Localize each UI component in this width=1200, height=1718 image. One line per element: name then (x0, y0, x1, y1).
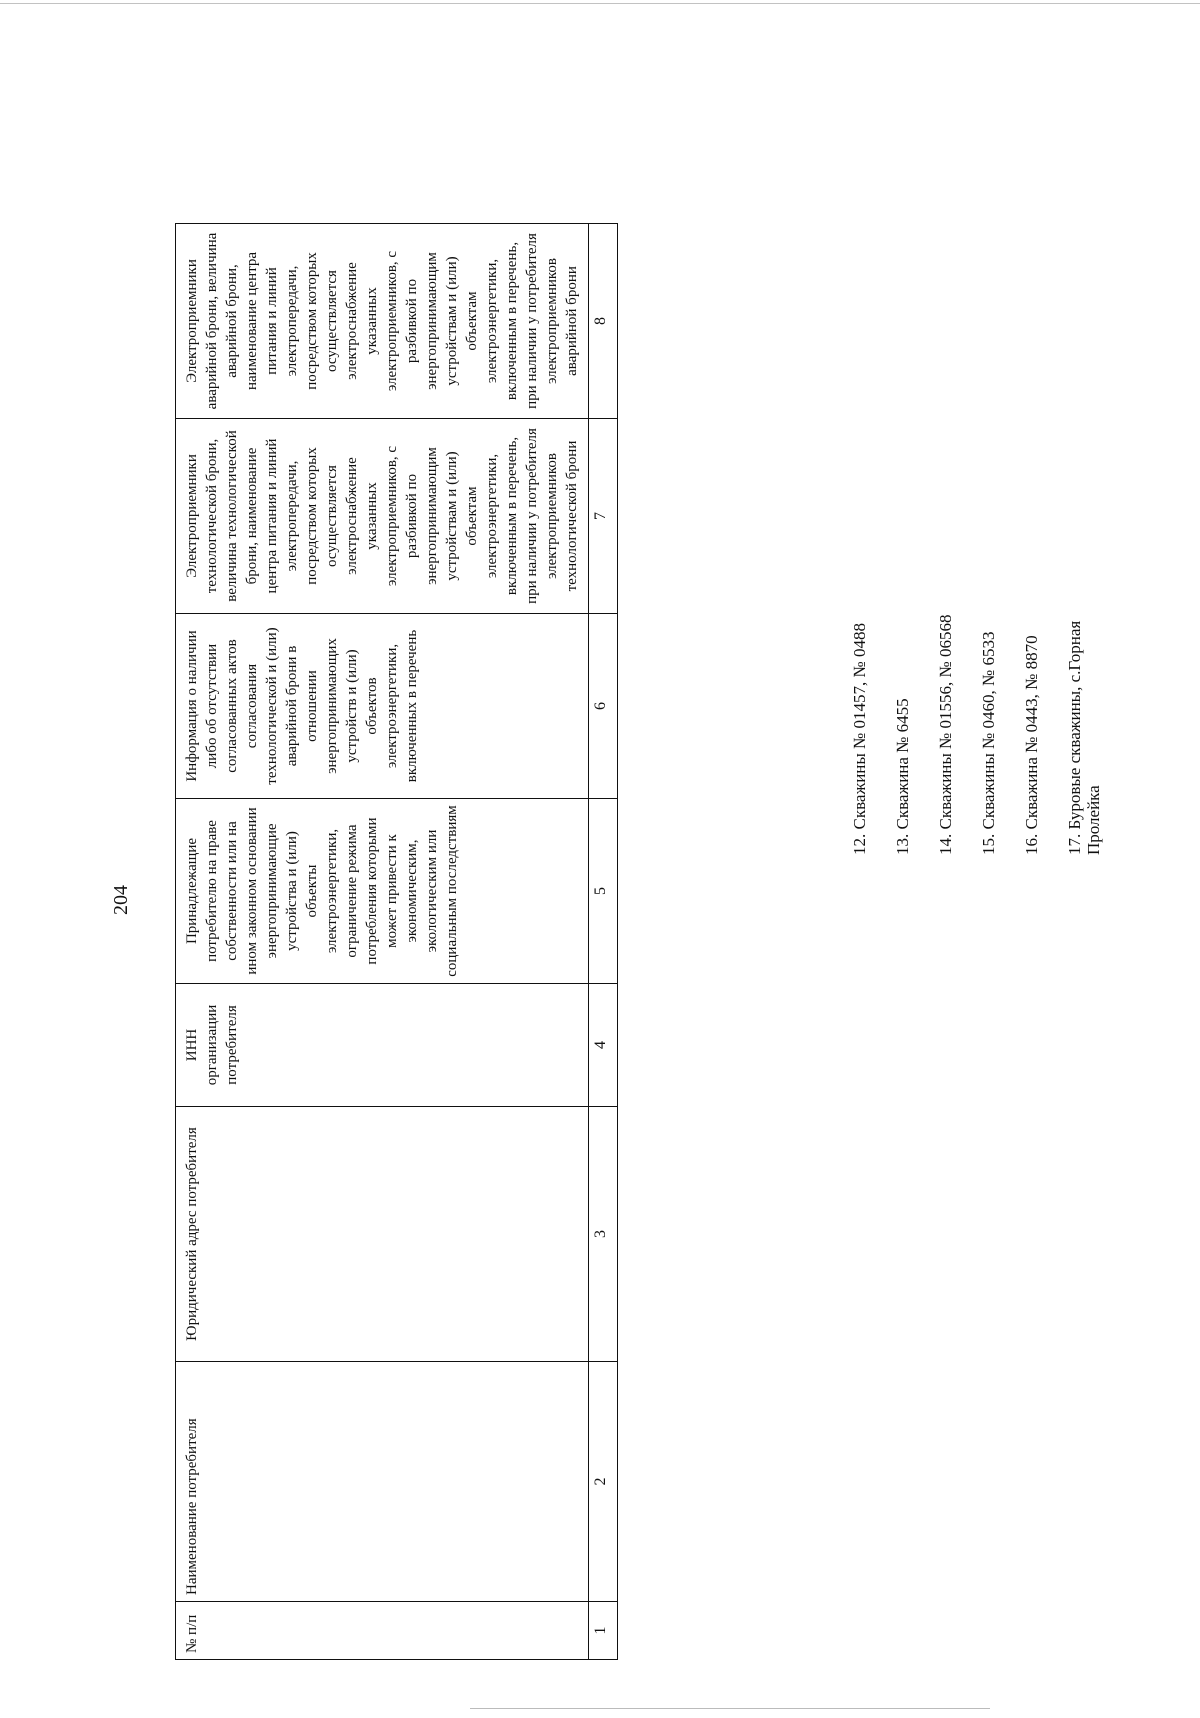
header-cell-legal-address: Юридический адрес потребителя (176, 1107, 589, 1362)
column-number-cell: 1 (589, 1602, 618, 1660)
page-number: 204 (110, 885, 132, 915)
column-number-cell: 5 (589, 799, 618, 984)
list-item: 13. Скважина № 6455 (893, 698, 912, 855)
header-cell-consumer-name: Наименование потребителя (176, 1362, 589, 1602)
column-number-cell: 7 (589, 419, 618, 614)
rotated-document-page (80, 0, 1103, 1660)
table-column-number-row (589, 224, 618, 1660)
list-item: 15. Скважины № 0460, № 6533 (979, 631, 998, 855)
list-item: 14. Скважины № 01556, № 06568 (936, 614, 955, 855)
header-cell-number: № п/п (176, 1602, 589, 1660)
header-cell-devices: Принадлежащие потребителю на праве собственности или на ином законном основании энергопринимающие устройства и (или) объекты электроэнергетики, ограничение режима потребления которыми может привести к экономическим, экологическим или социальным последствиям (176, 799, 589, 984)
list-item: 12. Скважины № 01457, № 0488 (850, 623, 869, 855)
header-cell-inn: ИНН организации потребителя (176, 984, 589, 1107)
column-number-cell: 4 (589, 984, 618, 1107)
header-cell-emergency-reserve: Электроприемники аварийной брони, величина аварийной брони, наименование центра питания и линий электропередачи, посредством которых осуществляется электроснабжение указанных электроприемников, с разбивкой по энергопринимающим устройствам и (или) объектам электроэнергетики, включенным в перечень, при наличии у потребителя электроприемников аварийной брони (176, 224, 589, 419)
header-cell-technological-reserve: Электроприемники технологической брони, величина технологической брони, наименование центра питания и линий электропередачи, посредством которых осуществляется электроснабжение указанных электроприемников, с разбивкой по энергопринимающим устройствам и (или) объектам электроэнергетики, включенным в перечень, при наличии у потребителя электроприемников технологической брони (176, 419, 589, 614)
scan-edge-line (470, 1708, 990, 1709)
consumer-table (175, 223, 618, 1660)
well-items-list (850, 595, 1127, 855)
list-item: 16. Скважина № 0443, № 8870 (1022, 635, 1041, 855)
column-number-cell: 6 (589, 614, 618, 799)
table-header-row (176, 224, 589, 1660)
column-number-cell: 3 (589, 1107, 618, 1362)
header-cell-reservation-info: Информация о наличии либо об отсутствии согласованных актов согласования технологической и (или) аварийной брони в отношении энергопринимающих устройств и (или) объектов электроэнергетики, включенных в перечень (176, 614, 589, 799)
column-number-cell: 8 (589, 224, 618, 419)
list-item: 17. Буровые скважины, с.Горная Пролейка (1065, 620, 1103, 855)
column-number-cell: 2 (589, 1362, 618, 1602)
